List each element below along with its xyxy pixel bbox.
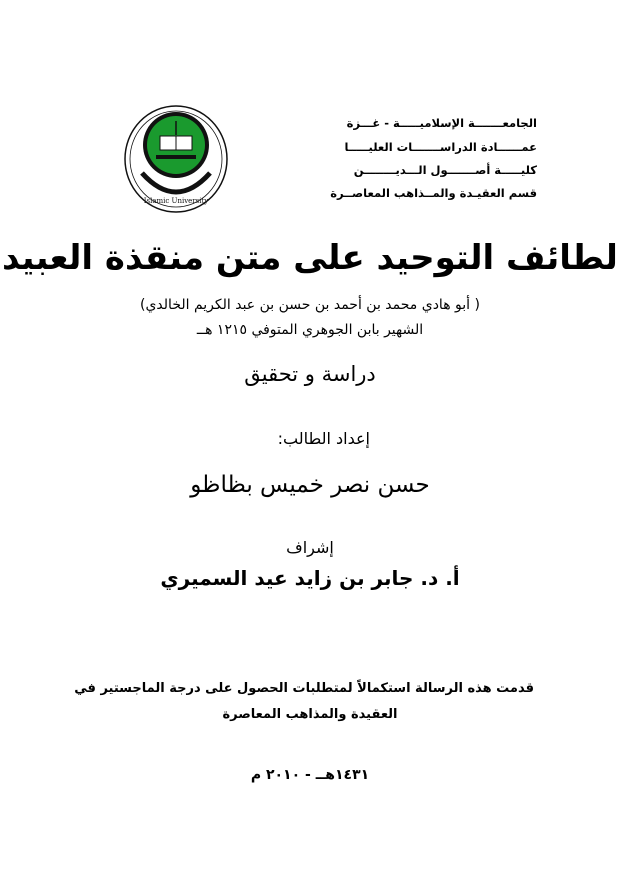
thesis-title: لطائف التوحيد على متن منقذة العبيد — [2, 238, 618, 278]
svg-text:Islamic University: Islamic University — [143, 197, 209, 205]
author-known-as: الشهير بابن الجوهري المتوفي ١٢١٥ هــ — [196, 322, 424, 338]
deanship-name: عمــــــادة الدراســـــــات العليـــــا — [344, 140, 537, 154]
university-logo — [122, 103, 230, 215]
supervisor-name: أ. د. جابر بن زايد عيد السميري — [160, 566, 460, 590]
department-name: قسم العقيـدة والمــذاهب المعاصــرة — [330, 186, 537, 200]
student-label: إعداد الطالب: — [277, 429, 370, 448]
author-full-name: ( أبو هادي محمد بن أحمد بن حسن بن عبد الكريم الخالدي) — [140, 297, 480, 313]
statement-line-1: قدمت هذه الرسالة استكمالاً لمتطلبات الحصول على درجة الماجستير في — [74, 681, 534, 696]
faculty-name: كليـــــة أصـــــــول الـــديــــــــن — [353, 163, 537, 177]
student-name: حسن نصر خميس بظاظو — [190, 472, 430, 498]
statement-line-2: العقيدة والمذاهب المعاصرة — [222, 707, 398, 722]
work-type: دراسة و تحقيق — [244, 362, 376, 386]
university-name: الجامعـــــــة الإسلاميـــــة - غـــزة — [346, 116, 537, 130]
supervisor-label: إشراف — [286, 538, 334, 557]
date: ١٤٣١هــ - ٢٠١٠ م — [250, 767, 370, 783]
